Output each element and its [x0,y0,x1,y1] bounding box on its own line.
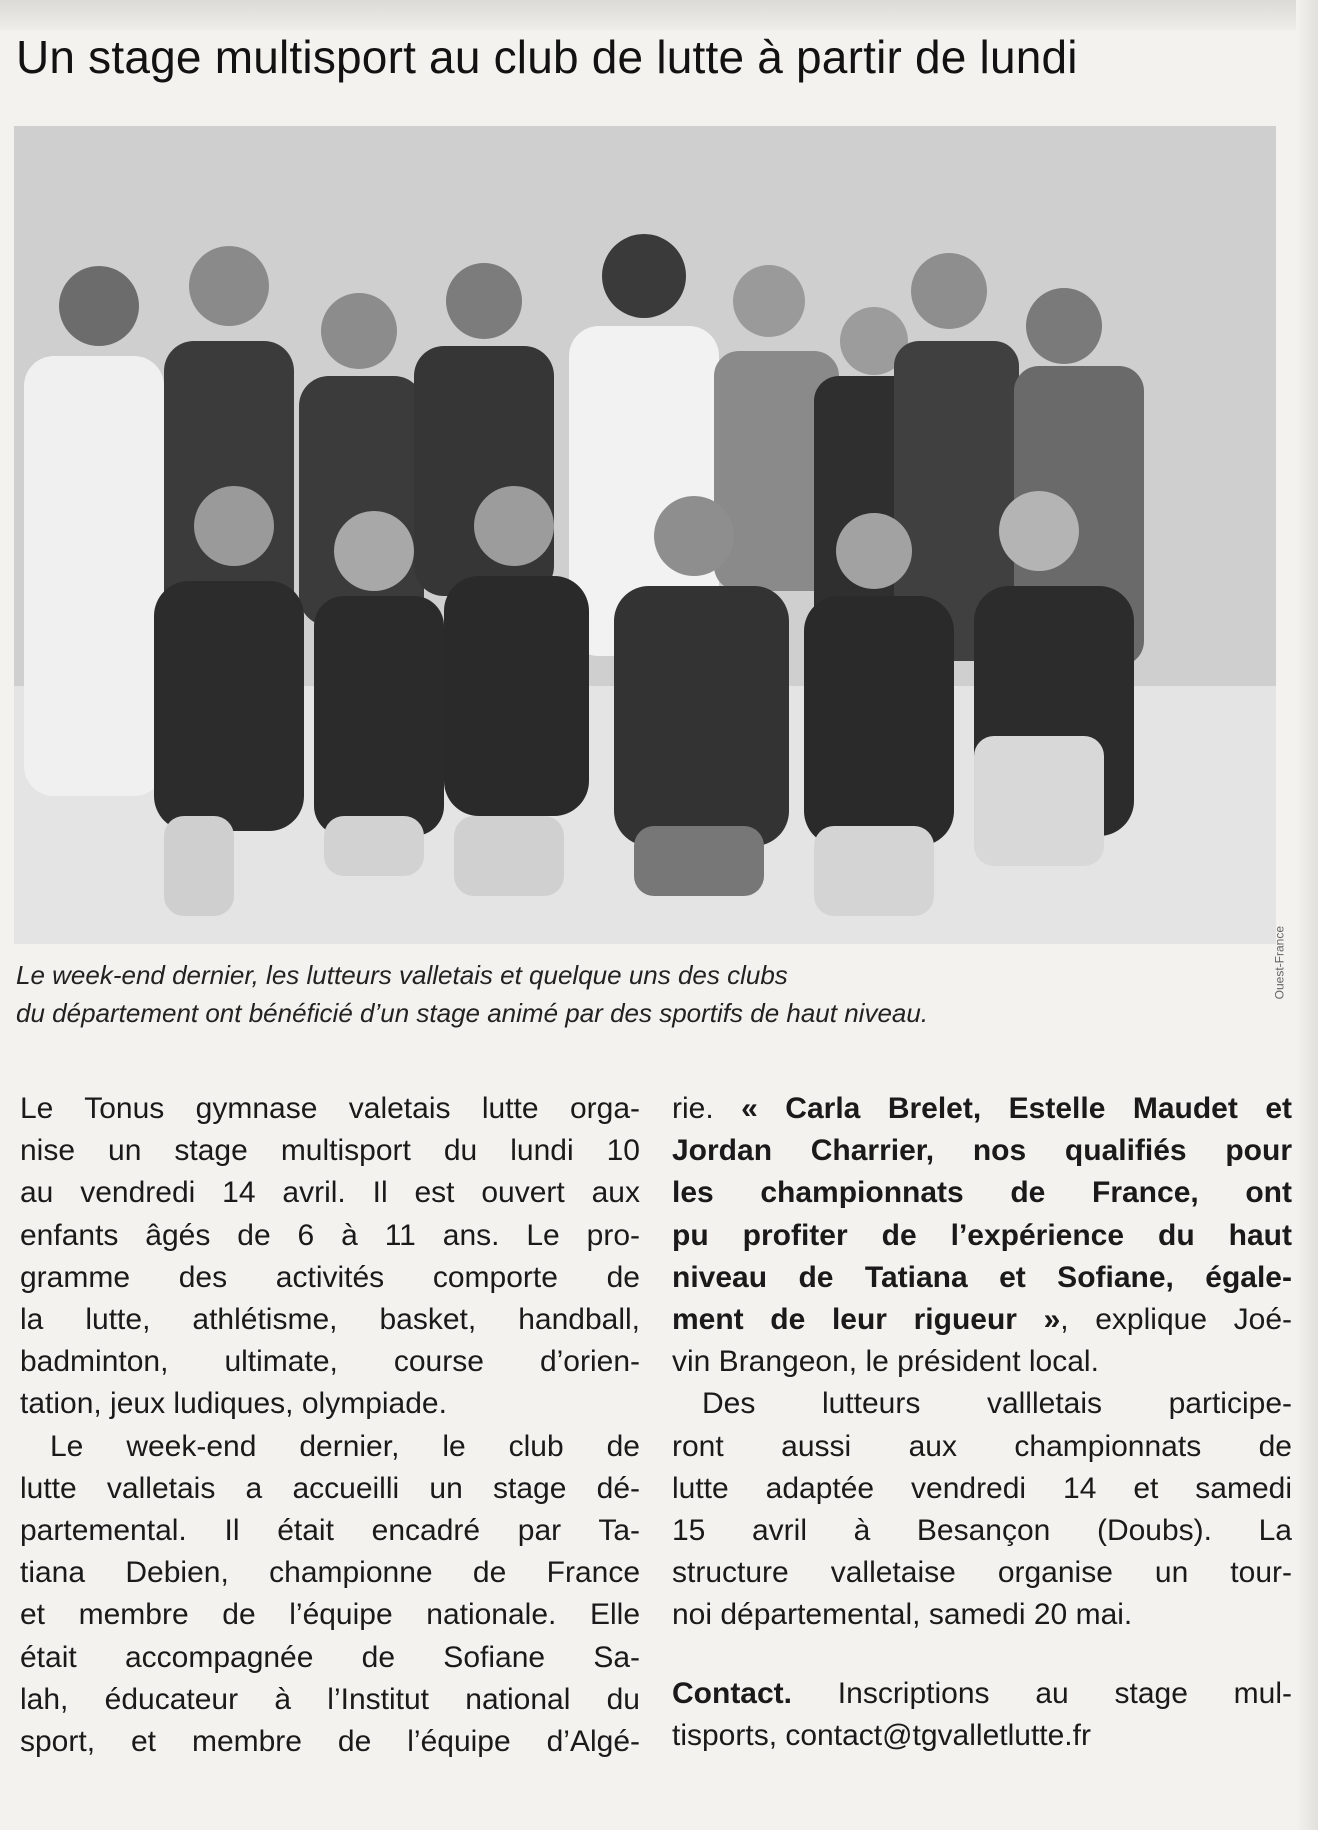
text-line: partemental. Il était encadré par Ta- [20,1514,640,1548]
quote-text: les championnats de France, ont [672,1176,1292,1210]
quote-text: Jordan Charrier, nos qualifiés pour [672,1134,1292,1168]
contact-label: Contact. [672,1676,792,1710]
text-line: la lutte, athlétisme, basket, handball, [20,1303,640,1337]
quote-text: pu profiter de l’expérience du haut [672,1218,1292,1252]
paragraph-gap [672,1637,1292,1673]
text-line: gramme des activités comporte de [20,1260,640,1294]
text-line [672,1172,1292,1214]
text-line: lutte valletais a accueilli un stage dé- [20,1471,640,1505]
text-line [672,1299,1292,1341]
wrestlers-photo-illustration [14,126,1276,944]
left-column [20,1088,640,1763]
text-line: ront aussi aux championnats de [672,1429,1292,1463]
right-column [672,1088,1292,1757]
text-line: lah, éducateur à l’Institut national du [20,1682,640,1716]
caption-line: Le week-end dernier, les lutteurs valletais et quelque uns des clubs [16,960,788,990]
text-line: Le Tonus gymnase valetais lutte orga- [20,1092,640,1125]
text-line: vin Brangeon, le président local. [672,1345,1099,1379]
text-line [672,1257,1292,1299]
contact-text: Inscriptions au stage mul- [792,1676,1292,1710]
text-line: Le week-end dernier, le club de [50,1429,640,1463]
photo-caption [16,956,1286,1032]
text-line [672,1673,1292,1715]
contact-email-line: tisports, contact@tgvalletlutte.fr [672,1718,1091,1752]
text-line: nise un stage multisport du lundi 10 [20,1134,640,1168]
text-line: était accompagnée de Sofiane Sa- [20,1640,640,1674]
text-line: Des lutteurs vallletais participe- [702,1387,1292,1421]
text-line [672,1215,1292,1257]
text-segment: rie. [672,1092,742,1125]
text-line [672,1130,1292,1172]
article-headline: Un stage multisport au club de lutte à partir de lundi [16,31,1078,83]
text-line: lutte adaptée vendredi 14 et samedi [672,1471,1292,1505]
text-segment: , explique Joé- [1060,1303,1292,1337]
text-line: tiana Debien, championne de France [20,1556,640,1590]
page-edge-shadow [1296,0,1318,1830]
text-line: sport, et membre de l’équipe d’Algé- [20,1725,640,1759]
previous-article-bleed [0,0,1318,30]
quote-text: niveau de Tatiana et Sofiane, égale- [672,1260,1292,1294]
text-line: tation, jeux ludiques, olympiade. [20,1387,447,1421]
text-line [672,1088,1292,1130]
quote-text: « Carla Brelet, Estelle Maudet et [741,1092,1293,1125]
photo-credit: Ouest-France [1272,926,1286,1000]
quote-text: ment de leur rigueur » [672,1303,1061,1337]
text-line: badminton, ultimate, course d’orien- [20,1345,640,1379]
text-line: enfants âgés de 6 à 11 ans. Le pro- [20,1218,640,1252]
text-line: noi départemental, samedi 20 mai. [672,1598,1133,1632]
text-line: 15 avril à Besançon (Doubs). La [672,1514,1292,1548]
text-line: structure valletaise organise un tour- [672,1556,1292,1590]
text-line: au vendredi 14 avril. Il est ouvert aux [20,1176,640,1210]
text-line: et membre de l’équipe nationale. Elle [20,1598,640,1632]
caption-line: du département ont bénéficié d’un stage animé par des sportifs de haut niveau. [16,998,929,1028]
